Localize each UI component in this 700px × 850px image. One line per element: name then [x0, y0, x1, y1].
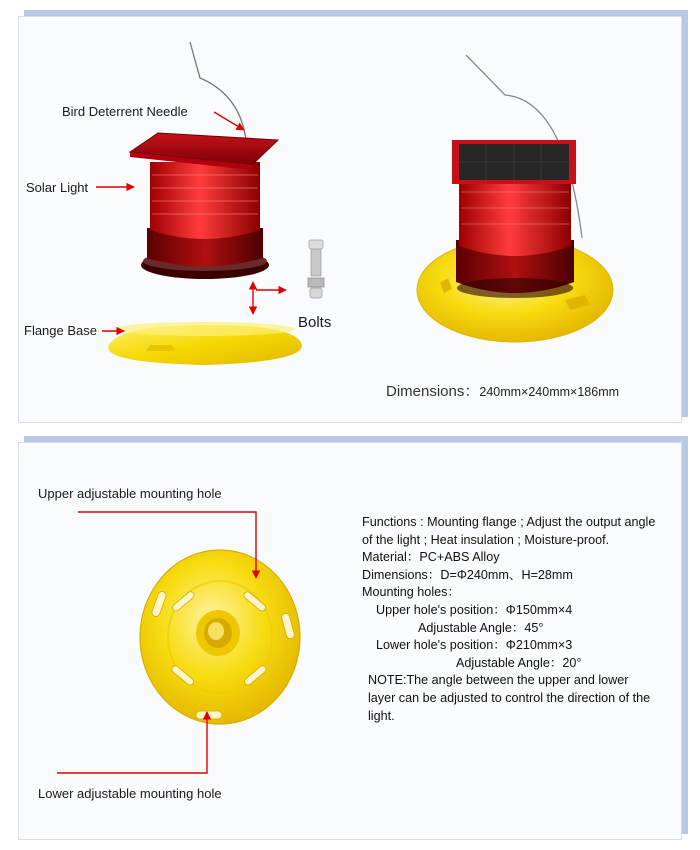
lower-hole-arrow — [57, 712, 207, 773]
spec-functions: Functions : Mounting flange ; Adjust the output angle of the light ; Heat insulation ; Moisture-proof. — [362, 515, 656, 547]
spec-lower-position: Lower hole's position：Φ210mm×3 — [376, 638, 573, 653]
spec-block — [362, 514, 662, 725]
lower-hole-label: Lower adjustable mounting hole — [38, 786, 222, 801]
spec-upper-position: Upper hole's position：Φ150mm×4 — [376, 602, 573, 617]
flange-base — [108, 322, 302, 365]
solar-light-assembled — [417, 55, 613, 342]
spec-note: NOTE:The angle between the upper and lower layer can be adjusted to control the direction of the light. — [368, 673, 651, 723]
spec-lower-angle: Adjustable Angle：20° — [456, 655, 582, 670]
upper-hole-label: Upper adjustable mounting hole — [38, 486, 222, 501]
dimensions-label: Dimensions： — [386, 383, 480, 400]
spec-dimensions: Dimensions：D=Φ240mm、H=28mm — [362, 567, 573, 582]
dimensions-value: 240mm×240mm×186mm — [479, 385, 620, 399]
spec-upper-angle: Adjustable Angle：45° — [418, 620, 544, 635]
spec-material: Material：PC+ABS Alloy — [362, 550, 500, 565]
bolt — [308, 240, 324, 298]
bolts-label: Bolts — [298, 314, 332, 331]
solar-light-label: Solar Light — [26, 180, 89, 195]
needle-label: Bird Deterrent Needle — [62, 104, 188, 119]
dimensions-line — [386, 380, 619, 401]
needle-wire — [190, 42, 246, 140]
spec-mounting-holes: Mounting holes： — [362, 585, 461, 600]
flange-base-label: Flange Base — [24, 323, 97, 338]
flange-disc — [140, 550, 300, 724]
solar-light-exploded — [108, 42, 324, 365]
